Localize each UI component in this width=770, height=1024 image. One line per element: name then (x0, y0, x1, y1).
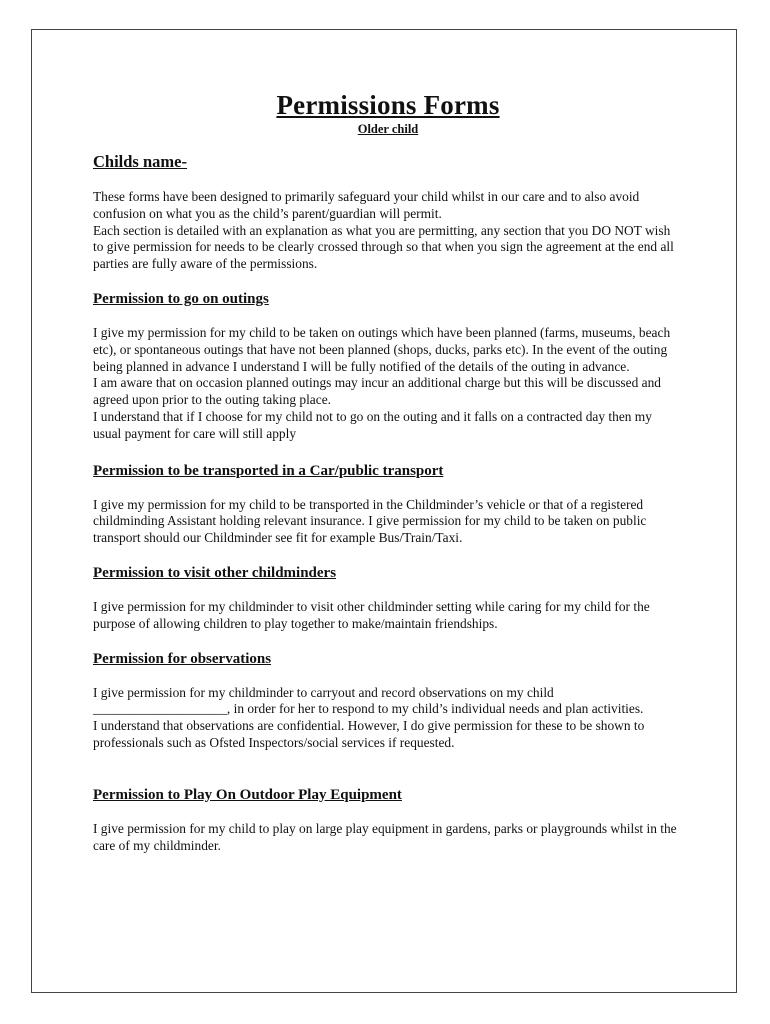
section-heading: Permission to Play On Outdoor Play Equipment (93, 786, 402, 803)
section-heading: Permission for observations (93, 650, 272, 667)
childs-name-label: Childs name- (93, 152, 187, 171)
document-subtitle: Older child (357, 122, 419, 136)
intro-paragraph: Each section is detailed with an explanation as what you are permitting, any section that you DO NOT wish to give permission for needs to be clearly crossed through so that when you sign the agreement at the end all parties are fully aware of the permissions. (93, 222, 674, 272)
section-paragraph: I understand that observations are confidential. However, I do give permission for these to be shown to professionals such as Ofsted Inspectors/social services if requested. (93, 718, 645, 750)
document-title: Permissions Forms (276, 90, 500, 120)
section-paragraph: I give my permission for my child to be taken on outings which have been planned (farms, museums, beach etc), or spontaneous outings that have not been planned (shops, ducks, parks etc). In the event of the outing being planned in advance I understand I will be fully notified of the details of the outing in advance. (93, 324, 671, 374)
section-heading: Permission to be transported in a Car/public transport (93, 462, 444, 479)
intro-block (93, 189, 683, 273)
section-transport (93, 461, 683, 547)
section-outings (93, 289, 683, 443)
section-paragraph: I understand that if I choose for my child not to go on the outing and it falls on a contracted day then my usual payment for care will still apply (93, 408, 652, 441)
section-paragraph: I give permission for my childminder to carryout and record observations on my child ____________________, in order for her to respond to my child’s individual needs and plan activities. (93, 684, 644, 717)
document-body (93, 88, 683, 854)
intro-paragraph: These forms have been designed to primarily safeguard your child whilst in our care and to also avoid confusion on what you as the child’s parent/guardian will permit. (93, 189, 640, 221)
section-observations (93, 649, 683, 752)
section-visit-childminders (93, 563, 683, 633)
section-heading: Permission to go on outings (93, 290, 269, 307)
section-outdoor-play (93, 785, 683, 855)
section-paragraph: I am aware that on occasion planned outings may incur an additional charge but this will be discussed and agreed upon prior to the outing taking place. (93, 375, 661, 408)
section-paragraph: I give permission for my child to play on large play equipment in gardens, parks or playgrounds whilst in the care of my childminder. (93, 820, 677, 853)
section-paragraph: I give permission for my childminder to visit other childminder setting while caring for my child for the purpose of allowing children to play together to make/maintain friendships. (93, 598, 650, 631)
section-paragraph: I give my permission for my child to be transported in the Childminder’s vehicle or that of a registered childminding Assistant holding relevant insurance. I give permission for my child to be taken on public transport should our Childminder see fit for example Bus/Train/Taxi. (93, 496, 647, 546)
section-heading: Permission to visit other childminders (93, 564, 337, 581)
